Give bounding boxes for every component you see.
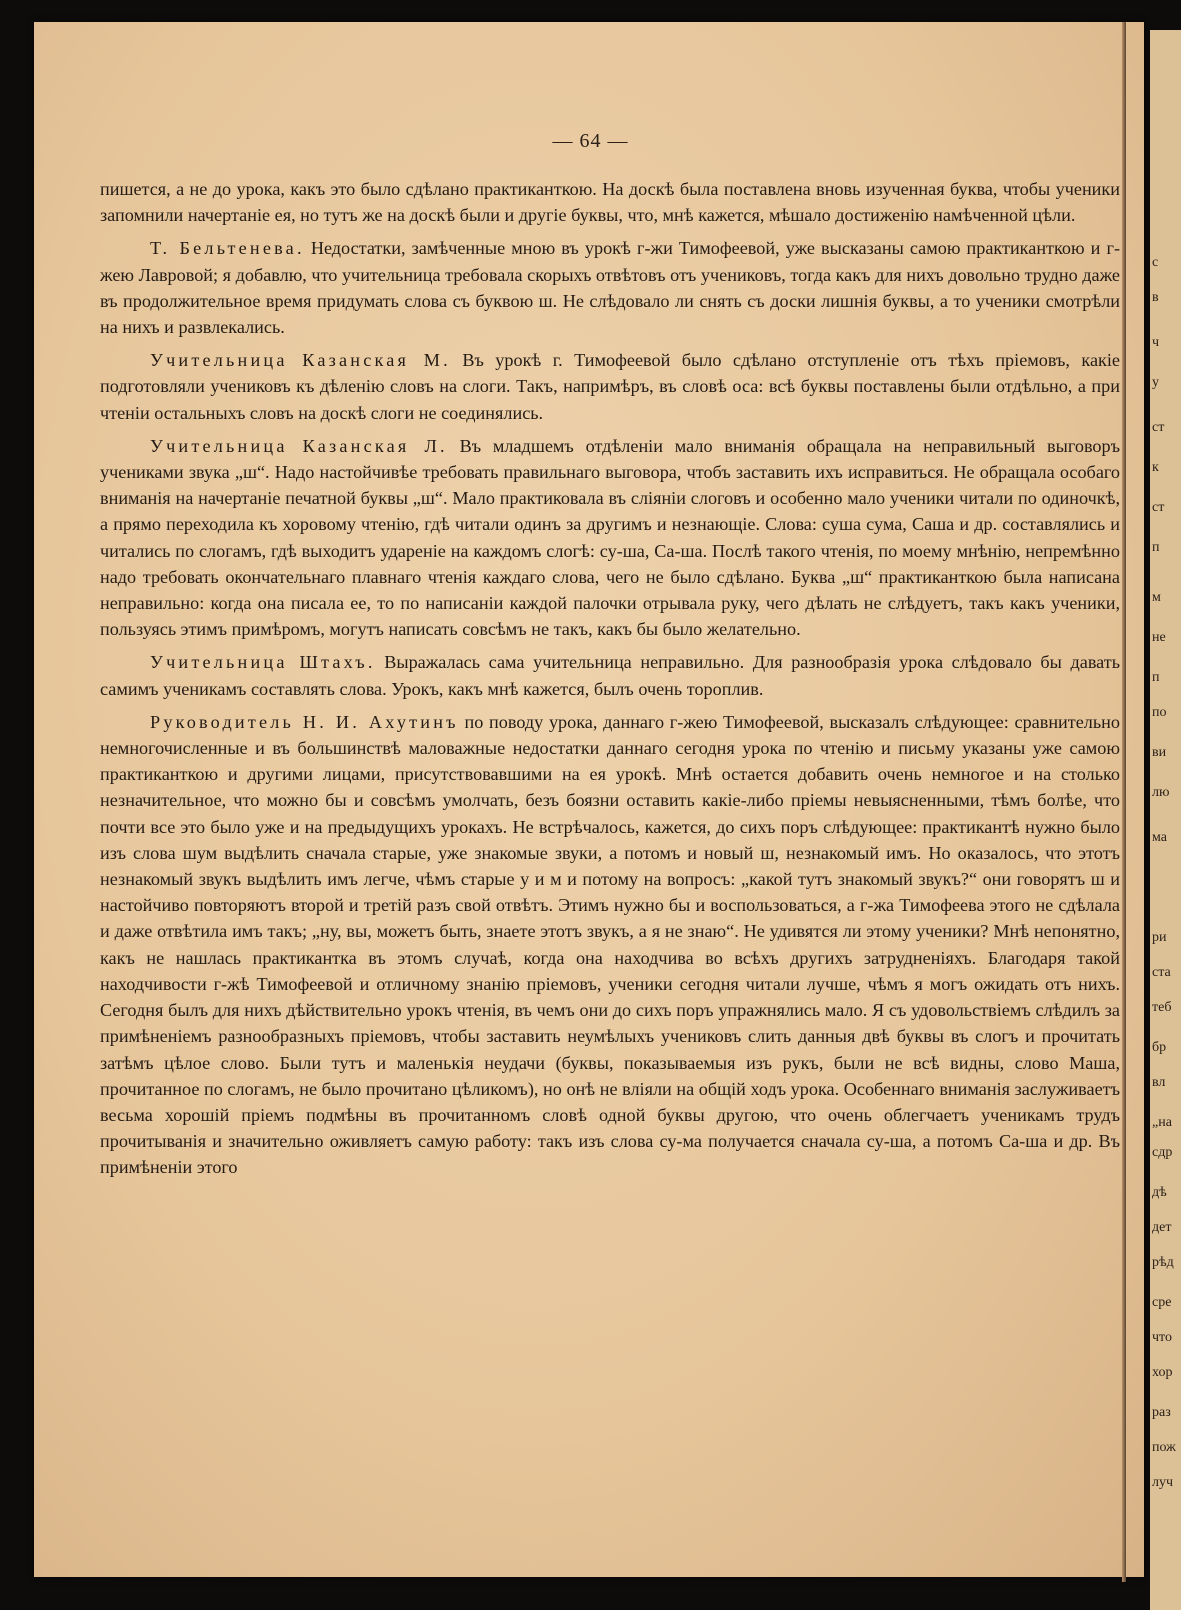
adjacent-page-fragment: раз	[1152, 1405, 1171, 1420]
adjacent-page-fragment: сре	[1152, 1295, 1172, 1310]
paragraph	[100, 649, 1120, 701]
page-number: — 64 —	[552, 130, 629, 152]
paragraph	[100, 433, 1120, 643]
paragraph	[100, 235, 1120, 340]
adjacent-page-fragment: ч	[1152, 335, 1160, 350]
adjacent-page-fragment: ма	[1152, 830, 1167, 845]
paragraph-text: Въ младшемъ отдѣленіи мало вниманія обращала на неправильный выговоръ учениками звука „ш“. Надо настойчивѣе требовать правильнаго выговора, чтобъ заставить ихъ исправиться. Не обращала особаго вниманія на начертаніе печатной буквы „ш“. Мало практиковала въ сліяніи слоговъ и особенно мало ученики читали по одиночкѣ, а прямо переходила къ хоровому чтенію, гдѣ читали одинъ за другимъ и незнающіе. Слова: суша сума, Саша и др. составлялись и читались по слогамъ, гдѣ выходитъ удареніе на каждомъ слогѣ: су-ша, Са-ша. Послѣ такого чтенія, по моему мнѣнію, непремѣнно надо требовать окончательнаго плавнаго чтенія каждаго слова, чего не было сдѣлано. Буква „ш“ практиканткою была написана неправильно: когда она писала ее, то по написаніи каждой палочки отрывала руку, чего дѣлать не слѣдуетъ, такъ какъ ученики, пользуясь этимъ примѣромъ, могутъ написать совсѣмъ не такъ, какъ бы было желательно.	[100, 435, 1121, 640]
paragraph-text: по поводу урока, даннаго г-жею Тимофеевой, высказалъ слѣдующее: сравнительно немногочисленные и въ большинствѣ маловажные недостатки даннаго сегодня урока по чтенію и письму указаны уже самою практиканткою и другими лицами, присутствовавшими на ея урокѣ. Мнѣ остается добавить очень немногое и на столько незначительное, что можно бы и совсѣмъ умолчать, безъ боязни оставить какіе-либо пріемы невыясненными, тѣмъ болѣе, что почти все это было уже и на предыдущихъ урокахъ. Не встрѣчалось, кажется, до сихъ поръ слѣдующее: практикантѣ нужно было изъ слова шум выдѣлить сначала старые, уже знакомые звуки, а потомъ и новый ш, незнакомый имъ. Но оказалось, что этотъ незнакомый звукъ выдѣлить имъ легче, чѣмъ старые у и м и потому на вопросъ: „какой тутъ знакомый звукъ?“ они говорятъ ш и настойчиво повторяютъ второй и третій разъ свой отвѣтъ. Этимъ нужно бы и воспользоваться, а г-жа Тимофеева этого не сдѣлала и даже отвѣтила имъ такъ; „ну, вы, можетъ быть, знаете этотъ звукъ, а я не знаю“. Не удивятся ли этому ученики? Мнѣ непонятно, какъ не нашлась практикантка въ этомъ случаѣ, когда она находчива во всѣхъ другихъ затрудненіяхъ. Благодаря такой находчивости г-жѣ Тимофеевой и отличному знанію пріемовъ, ученики сегодня читали лучше, чѣмъ я могъ ожидать отъ нихъ. Сегодня былъ для нихъ дѣйствительно урокъ чтенія, въ чемъ они до сихъ поръ упражнялись мало. Я съ удовольствіемъ слѣдилъ за примѣненіемъ разнообразныхъ пріемовъ, чтобы заставить неумѣлыхъ учениковъ слить данныя двѣ буквы въ слогъ и прочитать затѣмъ цѣлое слово. Были тутъ и маленькія неудачи (буквы, показываемыя изъ рукъ, были не всѣ видны, слово Маша, прочитанное по слогамъ, не было прочитано цѣликомъ), но онѣ не вліяли на общій ходъ урока. Особеннаго вниманія заслуживаетъ весьма хорошій пріемъ подмѣны въ прочитанномъ словѣ одной буквы другою, что очень облегчаетъ ученикамъ трудъ прочитыванія и значительно оживляетъ самую работу: такъ изъ слова су-ма получается сначала су-ша, а потомъ Са-ша и др. Въ примѣненіи этого	[100, 711, 1121, 1178]
paragraph	[100, 347, 1120, 426]
adjacent-page-fragment: не	[1152, 630, 1166, 645]
adjacent-page-fragment: дѣ	[1152, 1185, 1167, 1200]
speaker-name: Руководитель Н. И. Ахутинъ	[150, 711, 459, 732]
adjacent-page-fragment: ста	[1152, 965, 1171, 980]
adjacent-page-fragment: ви	[1152, 745, 1167, 760]
adjacent-page-fragment: „на	[1152, 1115, 1172, 1130]
paragraph-text: Выражалась сама учительница неправильно. Для разнообразія урока слѣдовало бы давать самимъ ученикамъ составлять слова. Урокъ, какъ мнѣ кажется, былъ очень тороплив.	[100, 652, 1121, 699]
adjacent-page-fragment: луч	[1152, 1475, 1174, 1490]
adjacent-page-fragment: лю	[1152, 785, 1170, 800]
speaker-name: Учительница Штахъ.	[150, 652, 376, 673]
adjacent-page-fragment: хор	[1152, 1365, 1173, 1380]
adjacent-page-fragment: к	[1152, 460, 1159, 475]
adjacent-page-fragment: м	[1152, 590, 1161, 605]
paragraph-text: пишется, а не до урока, какъ это было сдѣлано практиканткою. На доскѣ была поставлена вновь изученная буква, чтобы ученики запомнили начертаніе ея, но тутъ же на доскѣ были и другіе буквы, что, мнѣ кажется, мѣшало достиженію намѣченной цѣли.	[100, 179, 1120, 226]
speaker-name: Т. Бельтенева.	[150, 238, 305, 259]
paragraph	[100, 176, 1120, 228]
adjacent-page-fragment: дет	[1152, 1220, 1172, 1235]
paragraph-text: Въ урокѣ г. Тимофеевой было сдѣлано отступленіе отъ тѣхъ пріемовъ, какіе подготовляли учениковъ къ дѣленію словъ на слоги. Такъ, напримѣръ, въ словѣ оса: всѣ буквы поставлены были отдѣльно, а при чтеніи остальныхъ словъ на доскѣ слоги не соединялись.	[100, 350, 1120, 423]
adjacent-page-fragment: ри	[1152, 930, 1167, 945]
adjacent-page-fragment: что	[1152, 1330, 1172, 1345]
adjacent-page-fragment: с	[1152, 255, 1159, 270]
paragraph-text: Недостатки, замѣченные мною въ урокѣ г-жи Тимофеевой, уже высказаны самою практиканткою и г-жею Лавровой; я добавлю, что учительница требовала скорыхъ отвѣтовъ отъ учениковъ, тогда какъ для нихъ довольно трудно даже въ продолжительное время придумать слова съ буквою ш. Не слѣдовало ли снять съ доски лишнія буквы, а то ученики смотрѣли на нихъ и развлекались.	[100, 238, 1121, 338]
adjacent-page-fragment: в	[1152, 290, 1159, 305]
page-edge	[1122, 22, 1126, 1582]
speaker-name: Учительница Казанская Л.	[150, 435, 448, 456]
adjacent-page-fragment: пож	[1152, 1440, 1176, 1455]
adjacent-page-fragment: бр	[1152, 1040, 1167, 1055]
paragraph	[100, 709, 1120, 1181]
adjacent-page-fragment: по	[1152, 705, 1167, 720]
adjacent-page-fragment: сдр	[1152, 1145, 1173, 1160]
adjacent-page-fragment: ст	[1152, 420, 1165, 435]
adjacent-page-fragment: рѣд	[1152, 1255, 1174, 1270]
adjacent-page-fragment: п	[1152, 540, 1160, 555]
adjacent-page-fragment: п	[1152, 670, 1160, 685]
adjacent-page-fragment: ст	[1152, 500, 1165, 515]
body-text	[100, 176, 1120, 1188]
adjacent-page-fragment: вл	[1152, 1075, 1166, 1090]
adjacent-page-fragment: теб	[1152, 1000, 1172, 1015]
adjacent-page-strip	[1150, 30, 1181, 1610]
speaker-name: Учительница Казанская М.	[150, 350, 451, 371]
adjacent-page-fragment: у	[1152, 375, 1159, 390]
